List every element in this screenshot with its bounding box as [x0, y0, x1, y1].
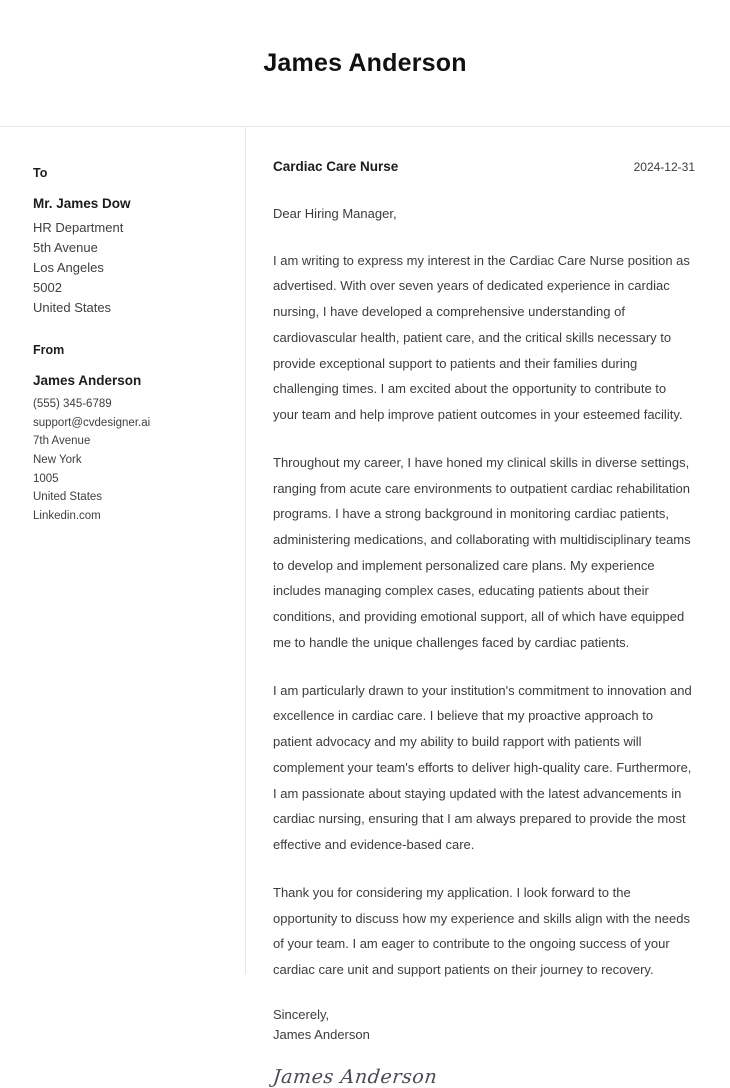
sender-block — [33, 344, 225, 525]
letter-closing — [273, 1005, 695, 1045]
sender-street: 7th Avenue — [33, 435, 91, 448]
sender-country: United States — [33, 491, 103, 504]
salutation: Dear Hiring Manager, — [273, 205, 397, 221]
letter-paragraph: I am particularly drawn to your institution's commitment to innovation and excellence in cardiac care. I believe that my proactive approach to patient advocacy and my ability to build rapport with patients will complement your team's efforts to deliver high-quality care. Furthermore, I am passionate about staying updated with the latest advancements in cardiac nursing, ensuring that I am always prepared to provide the most effective and evidence-based care. — [273, 682, 692, 853]
sender-email: support@cvdesigner.ai — [33, 416, 151, 429]
sender-name: James Anderson — [33, 372, 142, 388]
recipient-block — [33, 167, 225, 318]
signature-image: James Anderson — [271, 1066, 439, 1088]
letter-paragraph: Thank you for considering my application. I look forward to the opportunity to discuss how my experience and skills align with the needs of your team. I am eager to contribute to the ongoing success of your cardiac care unit and support patients on their journey to recovery. — [273, 884, 690, 977]
applicant-name-title: James Anderson — [263, 48, 467, 77]
sender-postcode: 1005 — [33, 472, 59, 485]
closing-name: James Anderson — [273, 1026, 370, 1042]
recipient-name: Mr. James Dow — [33, 195, 131, 211]
sender-website: Linkedin.com — [33, 509, 101, 522]
sidebar-contact-panel — [0, 127, 245, 552]
letter-paragraph: I am writing to express my interest in the Cardiac Care Nurse position as advertised. With over seven years of dedicated experience in cardiac nursing, I have developed a comprehensive understanding of cardiovascular health, patient care, and the critical skills necessary to provide exceptional support to patients and their families during challenging times. I am excited about the opportunity to contribute to your team and help improve patient outcomes in your esteemed facility. — [273, 252, 690, 423]
letter-paragraph: Throughout my career, I have honed my clinical skills in diverse settings, ranging from acute care environments to outpatient cardiac rehabilitation programs. I have a strong background in monitoring cardiac patients, administering medications, and collaborating with multidisciplinary teams to develop and implement personalized care plans. My experience includes managing complex cases, educating patients about their conditions, and providing emotional support, all of which have equipped me to handle the unique challenges faced by cardiac patients. — [273, 454, 691, 650]
letter-date: 2024-12-31 — [633, 160, 695, 174]
letter-header — [0, 0, 730, 126]
recipient-line: United States — [33, 300, 112, 316]
sender-city: New York — [33, 454, 82, 467]
recipient-line: HR Department — [33, 220, 124, 236]
letter-body — [0, 127, 730, 1088]
recipient-line: 5002 — [33, 280, 62, 296]
recipient-heading: To — [33, 166, 48, 180]
letter-main-column — [246, 127, 730, 1088]
closing-word: Sincerely, — [273, 1006, 330, 1022]
sender-phone: (555) 345-6789 — [33, 398, 112, 411]
recipient-line: 5th Avenue — [33, 240, 98, 256]
recipient-line: Los Angeles — [33, 260, 104, 276]
letter-subject-row — [273, 160, 695, 174]
sender-heading: From — [33, 343, 65, 358]
job-title: Cardiac Care Nurse — [273, 159, 399, 174]
